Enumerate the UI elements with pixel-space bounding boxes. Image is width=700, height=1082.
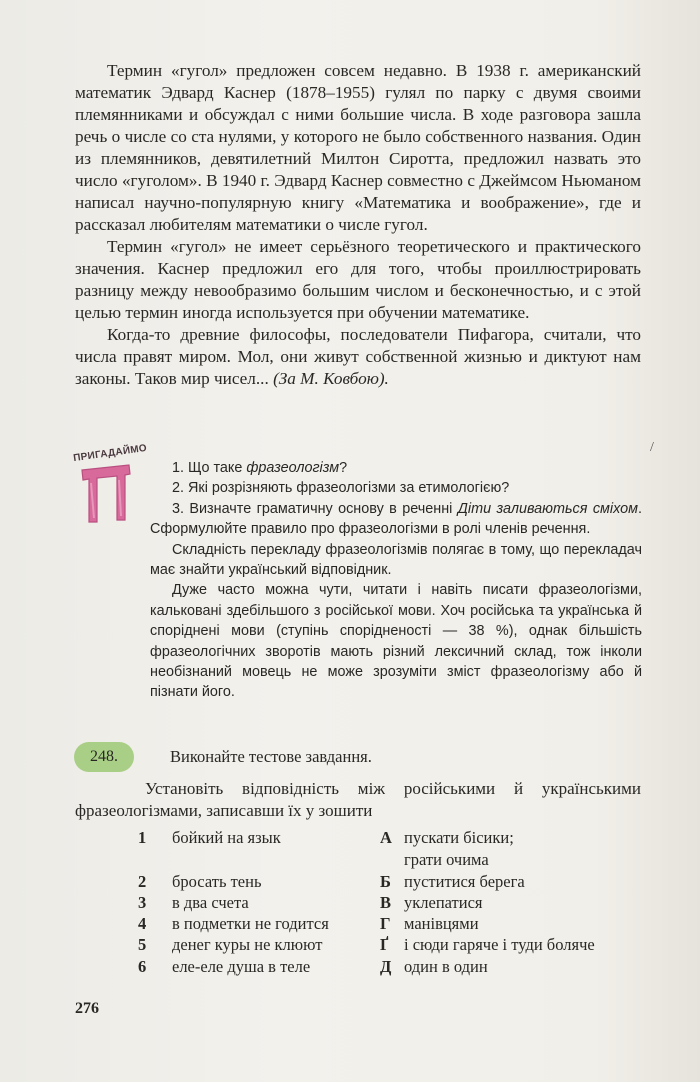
question-1-term: фразеологізм [246,460,340,476]
question-1 [150,458,642,478]
letter-p-icon [73,448,139,528]
left-item-number: 1 [138,828,147,847]
left-item-number: 2 [138,872,147,891]
source-citation: (За М. Ковбою). [273,369,389,388]
right-item-letter: Ґ [380,935,389,954]
exercise-instruction [75,778,641,822]
paragraph-googol-origin: Термин «гугол» предложен совсем недавно. В 1938 г. американский математик Эдвард Каснер (1878–1955) гулял по парку с двумя своими племянниками и обсуждал с ними большие числа. В ходе разговора зашла речь о числе со ста нулями, у которого не было собственного названия. Один из племянников, девятилетний Милтон Сиротта, предложил назвать это число «гуголом». В 1940 г. Эдвард Каснер совместно с Джеймсом Ньюманом написал научно-популярную книгу «Математика и воображение», где и рассказал любителям математики о числе гугол. [75,61,641,234]
recall-badge-label: ПРИГАДАЙМО [72,442,148,465]
left-item-text: в подметки не годится [172,914,329,933]
right-item-text: пуститися берега [404,872,525,891]
paragraph-googol-meaning: Термин «гугол» не имеет серьёзного теоретического и практического значения. Каснер предложил его для того, чтобы проиллюстрировать разницу между невообразимо большим числом и бесконечностью, и с этой целью термин иногда используется при обучении математике. [75,237,641,322]
pencil-mark: / [650,440,654,455]
left-item-text: бросать тень [172,872,262,891]
page-number: 276 [75,1000,99,1017]
russian-text-block [75,60,641,390]
question-3-prefix: 3. Визначте граматичну основу в реченні [172,500,458,517]
question-3-suffix: . Сформулюйте правило про фразеологізми в ролі членів речення. [150,500,642,538]
recall-badge [72,442,148,528]
question-3 [150,499,642,540]
exercise-number-badge: 248. [74,742,134,772]
paragraph-calques: Дуже часто можна чути, читати і навіть писати фразеологізми, кальковані здебільшого з російської мови. Хоч російська та українська й споріднені мови (ступінь спорідненості — 38 %), однак більшість фразеологічних зворотів мають різний лексичний склад, тож інколи необізнаний мовець не може зрозуміти зміст фразеологізму або й пізнати його. [150,582,642,701]
paragraph-pythagoreans-text: Когда-то древние философы, последователи Пифагора, считали, что числа правят миром. Мол, они живут собственной жизнью и диктуют нам законы. Таков мир чисел... [75,325,641,388]
right-item-text: один в один [404,957,488,976]
paragraph-pythagoreans [75,324,641,390]
paragraph-translation: Складність перекладу фразеологізмів полягає в тому, що перекладач має знайти український відповідник. [150,541,642,579]
right-item-letter: Б [380,872,391,891]
exercise-instruction-text: Установіть відповідність між російськими й українськими фразеологізмами, записавши їх у зошити [75,779,641,820]
question-3-sentence: Діти заливаються сміхом [457,500,638,517]
left-item-number: 3 [138,893,147,912]
question-1-suffix: ? [339,460,348,476]
right-item-text: уклепатися [404,893,483,912]
left-item-text: денег куры не клюют [172,935,323,954]
question-2: 2. Які розрізняють фразеологізми за етимологією? [172,480,510,497]
right-item-text: пускати бісики; [404,828,514,847]
left-item-text: еле-еле душа в теле [172,957,311,976]
right-item-text-continued: грати очима [404,850,489,869]
left-item-number: 6 [138,957,147,976]
exercise-task: Виконайте тестове завдання. [170,747,372,766]
question-1-prefix: 1. Що таке [172,460,247,476]
right-item-text: манівцями [404,914,479,933]
right-item-letter: Д [380,957,392,976]
left-item-number: 5 [138,935,147,954]
left-item-number: 4 [138,914,147,933]
left-item-text: в два счета [172,893,249,912]
right-item-text: і сюди гаряче і туди боляче [404,935,595,954]
right-item-letter: Г [380,914,391,933]
left-item-text: бойкий на язык [172,828,281,847]
ukrainian-text-block [150,458,642,703]
right-item-letter: В [380,893,392,912]
right-item-letter: А [380,828,392,847]
